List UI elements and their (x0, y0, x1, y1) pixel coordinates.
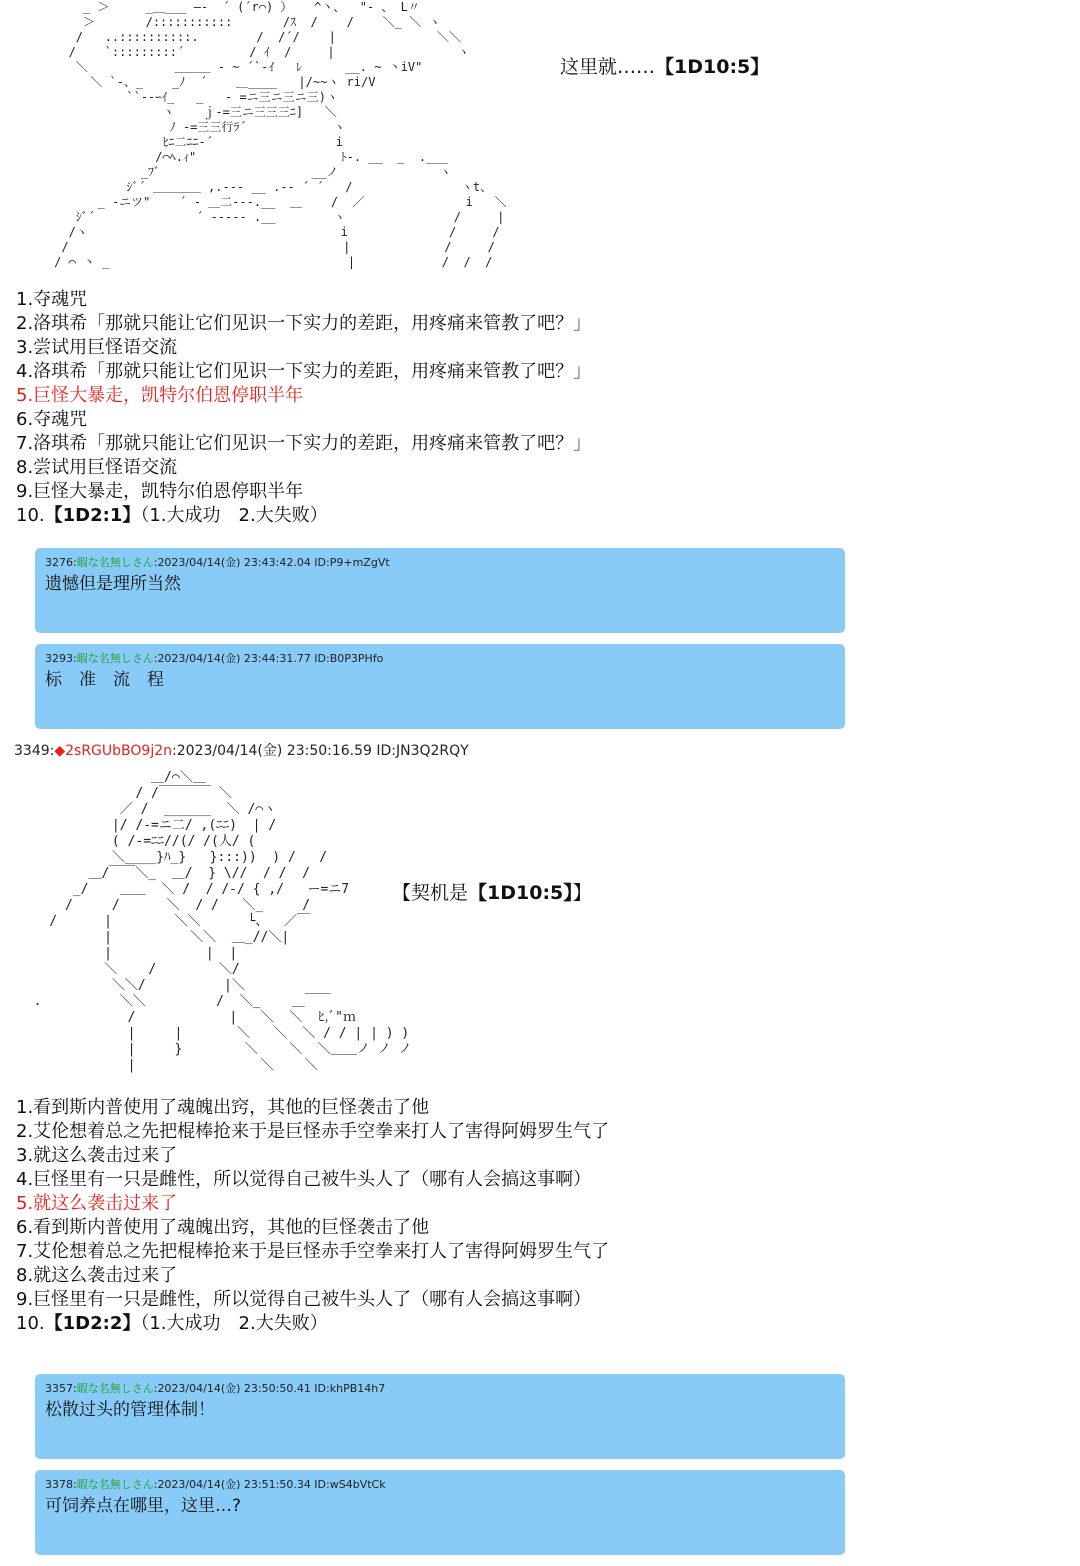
poster-name: 暇な名無しさん (76, 1382, 154, 1395)
reply-post (35, 1374, 845, 1459)
option-list-1 (16, 288, 591, 528)
option-item: 4.洛琪希「那就只能让它们见识一下实力的差距，用疼痛来管教了吧？」 (16, 361, 592, 382)
option-item: 7.洛琪希「那就只能让它们见识一下实力的差距，用疼痛来管教了吧？」 (16, 433, 592, 454)
tripcode: ◆2sRGUbBO9j2n (54, 743, 172, 759)
dice-result: 【1D2:2】 (44, 1313, 141, 1334)
dice-caption-2: 【契机是【1D10:5】】 (392, 882, 592, 904)
post-date: :2023/04/14(金) 23:50:16.59 ID:JN3Q2RQY (172, 743, 469, 759)
dice-result: 【1D10:5】 (468, 882, 573, 904)
option-item-selected: 5.巨怪大暴走，凯特尔伯恩停职半年 (16, 385, 304, 406)
option-item: 1.夺魂咒 (16, 289, 88, 310)
option-item: 6.看到斯内普使用了魂魄出窍，其他的巨怪袭击了他 (16, 1217, 430, 1238)
option-item: 6.夺魂咒 (16, 409, 88, 430)
reply-post (35, 1470, 845, 1555)
poster-name: 暇な名無しさん (76, 652, 154, 665)
option-item: 3.就这么袭击过来了 (16, 1145, 178, 1166)
option-item: 7.艾伦想着总之先把棍棒抢来于是巨怪赤手空拳来打人了害得阿姆罗生气了 (16, 1241, 610, 1262)
post-number: 3349: (14, 743, 55, 759)
reply-header: 3293:暇な名無しさん:2023/04/14(金) 23:44:31.77 ID:B0P3PHfo (45, 652, 384, 665)
option-item: 9.巨怪大暴走，凯特尔伯恩停职半年 (16, 481, 304, 502)
reply-post (35, 548, 845, 633)
option-item: 2.艾伦想着总之先把棍棒抢来于是巨怪赤手空拳来打人了害得阿姆罗生气了 (16, 1121, 610, 1142)
option-item: 2.洛琪希「那就只能让它们见识一下实力的差距，用疼痛来管教了吧？」 (16, 313, 592, 334)
ascii-art-character: ＿/⌒＼＿ / /￣￣￣￣ ＼ ／ / ______ ＼ /⌒ヽ |/ /‐=ニ二/ ,(ﾆﾆ) | / ( /‐=ﾆﾆ//(/ /(人/ ( ＼____}ﾊ_} }:::)) ) / / ＿/￣￣＼_ ＿/ } \// / / / _/ ＿＿ ＼ / / /‐/ { ,/ ー=ニ7 / / ＼ / / ＼_ / / | ＼＼ └、 ／￣ | ＼＼ ＿_//＼| | | | ＼ / ＼/ ＼＼/ |＼ . ＼＼ / ＼_ ＿￣￣ / | ＼ ＼ ﾋ,ﾞ"ｍ | | ＼ ＼ ＼ / / | | ) ) | } ＼ ＼ ＼＿＿ノ ノ ノ | ＼ ＼ (33, 770, 412, 1073)
option-item: 4.巨怪里有一只是雌性，所以觉得自己被牛头人了（哪有人会搞这事啊） (16, 1169, 592, 1190)
option-item: 3.尝试用巨怪语交流 (16, 337, 178, 358)
dice-result: 【1D10:5】 (655, 56, 770, 78)
reply-header: 3357:暇な名無しさん:2023/04/14(金) 23:50:50.41 ID:khPB14h7 (45, 1382, 386, 1395)
post-header (14, 740, 469, 760)
reply-body: 松散过头的管理体制！ (45, 1400, 215, 1420)
option-item-selected: 5.就这么袭击过来了 (16, 1193, 178, 1214)
option-item: 9.巨怪里有一只是雌性，所以觉得自己被牛头人了（哪有人会搞这事啊） (16, 1289, 592, 1310)
option-list-2 (16, 1096, 609, 1336)
dice-caption-1 (560, 52, 769, 79)
reply-body: 遗憾但是理所当然 (45, 574, 181, 594)
reply-header: 3378:暇な名無しさん:2023/04/14(金) 23:51:50.34 ID:wS4bVtCk (45, 1478, 386, 1491)
reply-body: 可饲养点在哪里，这里…? (45, 1496, 242, 1516)
reply-body: 标 准 流 程 (45, 670, 164, 690)
option-item-dice: 10.【1D2:1】（1.大成功 2.大失败） (16, 505, 328, 526)
reply-post (35, 644, 845, 729)
poster-name: 暇な名無しさん (76, 1478, 154, 1491)
option-item-dice: 10.【1D2:2】（1.大成功 2.大失败） (16, 1313, 328, 1334)
option-item: 1.看到斯内普使用了魂魄出窍，其他的巨怪袭击了他 (16, 1097, 430, 1118)
reply-header: 3276:暇な名無しさん:2023/04/14(金) 23:43:42.04 ID:P9+mZgVt (45, 556, 390, 569)
poster-name: 暇な名無しさん (76, 556, 154, 569)
option-item: 8.就这么袭击过来了 (16, 1265, 178, 1286)
dice-result: 【1D2:1】 (44, 505, 141, 526)
caption-text: 这里就…… (560, 56, 656, 78)
option-item: 8.尝试用巨怪语交流 (16, 457, 178, 478)
ascii-art-troll: _ ＞ _＿___ ―‐ ´ (´r⌒) ） ^丶、 "‐ 、 L〃 ＞ /::::::::::: /ｽ / / ＼_ ＼ ヽ / ..::::::::::. / /´/ | ＼＼ / `:::::::::´ / ｲ / | ヽ ＼ ＿＿＿ ‐ ~ ´`‐ｲ ﾚ __. ~ 丶iV" ＼ `‐、_ _ﾉ ´ ＿____ |/~~ヽ ri/V ``‐‐ｰｲ_ _ ‐ =ニ三ニ三ニ三)ヽ ヽ ｊ-=三ニ三三三ﾆ] ＼ ﾉ -=三三行ﾗ´ ヽ ﾋﾆ二ﾆﾆ‐´ i /⌒ﾍ.ｨ" ﾄ-. __ _ .___ _ﾌﾞ __ノ ヽ ｼﾞ´ ＿＿＿＿ ,.-‐‐ __ .-‐ ´ ´ / ヽt、 _ -ニツ" ´ ‐ ＿二-‐-.__ ＿ / ／ i ＼ ｼﾞ´ ´ ‐‐--- .__ ヽ / | /ヽ i / / / | / / / ⌒ 丶 _ | / / / (54, 0, 507, 269)
